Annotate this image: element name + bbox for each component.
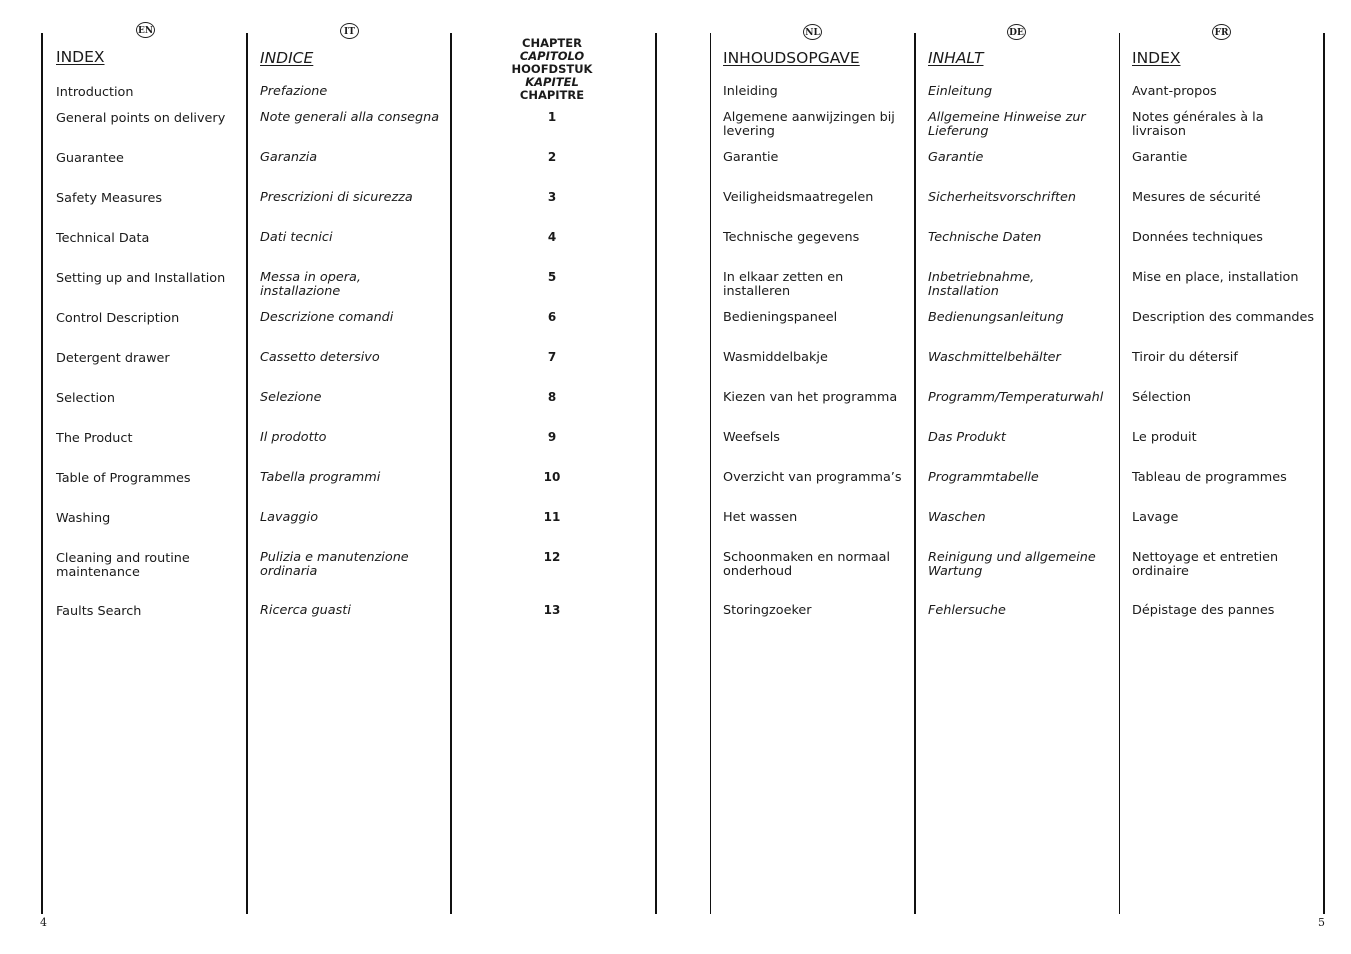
- page-number-right: 5: [1318, 916, 1325, 929]
- index-entry-de: Garantie: [928, 150, 984, 165]
- column-rule: [246, 33, 248, 914]
- index-entry-de: Waschen: [928, 510, 986, 525]
- index-entry-nl: Inleiding: [723, 84, 778, 99]
- chapter-number: 5: [547, 270, 557, 284]
- index-entry-it: Descrizione comandi: [260, 310, 394, 325]
- chapter-number: 1: [547, 110, 557, 124]
- index-entry-it: Dati tecnici: [260, 230, 333, 245]
- index-entry-nl: Storingzoeker: [723, 603, 812, 618]
- language-badge-fr: FR: [1212, 24, 1231, 40]
- index-entry-nl: Weefsels: [723, 430, 780, 445]
- index-entry-it: Pulizia e manutenzione ordinaria: [260, 550, 409, 579]
- index-entry-fr: Tiroir du détersif: [1132, 350, 1238, 365]
- index-entry-de: Reinigung und allgemeine Wartung: [928, 550, 1096, 579]
- index-entry-de: Programm/Temperaturwahl: [928, 390, 1104, 405]
- chapter-number: 9: [547, 430, 557, 444]
- index-entry-de: Technische Daten: [928, 230, 1042, 245]
- index-entry-en: Setting up and Installation: [56, 271, 226, 286]
- language-badge-en: EN: [136, 22, 155, 38]
- index-entry-it: Messa in opera, installazione: [260, 270, 361, 299]
- chapter-number: 12: [543, 550, 561, 564]
- chapter-header-it: CAPITOLO: [519, 49, 585, 63]
- index-entry-fr: Données techniques: [1132, 230, 1263, 245]
- index-entry-fr: Avant-propos: [1132, 84, 1217, 99]
- index-entry-fr: Lavage: [1132, 510, 1179, 525]
- column-rule: [41, 33, 43, 914]
- index-entry-de: Inbetriebnahme, Installation: [928, 270, 1035, 299]
- index-title-en: INDEX: [56, 48, 105, 66]
- index-entry-nl: Bedieningspaneel: [723, 310, 838, 325]
- index-entry-fr: Notes générales à la livraison: [1132, 110, 1264, 139]
- index-entry-de: Das Produkt: [928, 430, 1006, 445]
- index-entry-it: Ricerca guasti: [260, 603, 351, 618]
- column-rule: [450, 33, 452, 914]
- chapter-number: 6: [547, 310, 557, 324]
- index-entry-en: Safety Measures: [56, 191, 163, 206]
- index-entry-it: Cassetto detersivo: [260, 350, 380, 365]
- index-title-fr: INDEX: [1132, 49, 1181, 67]
- index-entry-en: General points on delivery: [56, 111, 226, 126]
- chapter-header-de: KAPITEL: [525, 75, 579, 89]
- index-entry-fr: Description des commandes: [1132, 310, 1315, 325]
- chapter-header-nl: HOOFDSTUK: [511, 62, 593, 76]
- index-entry-fr: Garantie: [1132, 150, 1188, 165]
- column-rule: [1323, 33, 1325, 914]
- index-entry-en: Introduction: [56, 85, 134, 100]
- chapter-number: 13: [543, 603, 561, 617]
- index-entry-it: Garanzia: [260, 150, 318, 165]
- column-rule: [1119, 33, 1120, 914]
- index-title-de: INHALT: [928, 49, 984, 67]
- index-entry-en: Faults Search: [56, 604, 142, 619]
- index-entry-en: Detergent drawer: [56, 351, 170, 366]
- index-entry-nl: In elkaar zetten en installeren: [723, 270, 844, 299]
- column-rule: [710, 33, 711, 914]
- chapter-header: [492, 37, 612, 102]
- index-entry-de: Sicherheitsvorschriften: [928, 190, 1076, 205]
- index-entry-nl: Het wassen: [723, 510, 798, 525]
- chapter-header-fr: CHAPITRE: [519, 88, 585, 102]
- language-badge-nl: NL: [803, 24, 822, 40]
- chapter-number: 8: [547, 390, 557, 404]
- index-entry-en: Control Description: [56, 311, 180, 326]
- index-title-it: INDICE: [260, 49, 314, 67]
- index-entry-fr: Dépistage des pannes: [1132, 603, 1275, 618]
- chapter-number: 2: [547, 150, 557, 164]
- page-number-left: 4: [40, 916, 47, 929]
- column-rule: [914, 33, 916, 914]
- index-entry-en: Cleaning and routine maintenance: [56, 551, 190, 580]
- index-entry-nl: Kiezen van het programma: [723, 390, 898, 405]
- index-entry-en: Technical Data: [56, 231, 150, 246]
- index-entry-fr: Mise en place, installation: [1132, 270, 1299, 285]
- index-entry-it: Il prodotto: [260, 430, 327, 445]
- index-entry-de: Fehlersuche: [928, 603, 1006, 618]
- index-entry-it: Selezione: [260, 390, 322, 405]
- chapter-number: 4: [547, 230, 557, 244]
- index-entry-de: Einleitung: [928, 84, 993, 99]
- index-entry-nl: Schoonmaken en normaal onderhoud: [723, 550, 891, 579]
- index-entry-it: Tabella programmi: [260, 470, 381, 485]
- index-entry-nl: Garantie: [723, 150, 779, 165]
- index-entry-de: Programmtabelle: [928, 470, 1039, 485]
- index-entry-it: Lavaggio: [260, 510, 319, 525]
- chapter-number: 10: [543, 470, 561, 484]
- chapter-number: 11: [543, 510, 561, 524]
- index-entry-en: Selection: [56, 391, 115, 406]
- index-entry-fr: Sélection: [1132, 390, 1191, 405]
- index-entry-nl: Technische gegevens: [723, 230, 860, 245]
- index-entry-nl: Wasmiddelbakje: [723, 350, 828, 365]
- index-entry-fr: Nettoyage et entretien ordinaire: [1132, 550, 1279, 579]
- index-entry-en: Guarantee: [56, 151, 124, 166]
- chapter-header-en: CHAPTER: [522, 36, 582, 50]
- index-entry-it: Note generali alla consegna: [260, 110, 440, 125]
- index-entry-de: Allgemeine Hinweise zur Lieferung: [928, 110, 1086, 139]
- index-entry-en: Table of Programmes: [56, 471, 191, 486]
- index-entry-fr: Le produit: [1132, 430, 1197, 445]
- index-entry-fr: Tableau de programmes: [1132, 470, 1287, 485]
- index-entry-it: Prefazione: [260, 84, 328, 99]
- chapter-number: 3: [547, 190, 557, 204]
- index-entry-nl: Overzicht van programma’s: [723, 470, 902, 485]
- index-entry-de: Waschmittelbehälter: [928, 350, 1061, 365]
- index-entry-de: Bedienungsanleitung: [928, 310, 1064, 325]
- language-badge-it: IT: [340, 23, 359, 39]
- language-badge-de: DE: [1007, 24, 1026, 40]
- index-title-nl: INHOUDSOPGAVE: [723, 49, 860, 67]
- column-rule: [655, 33, 657, 914]
- index-entry-fr: Mesures de sécurité: [1132, 190, 1261, 205]
- index-entry-en: Washing: [56, 511, 111, 526]
- index-entry-nl: Algemene aanwijzingen bij levering: [723, 110, 895, 139]
- chapter-number: 7: [547, 350, 557, 364]
- index-entry-it: Prescrizioni di sicurezza: [260, 190, 413, 205]
- index-entry-nl: Veiligheidsmaatregelen: [723, 190, 874, 205]
- index-entry-en: The Product: [56, 431, 133, 446]
